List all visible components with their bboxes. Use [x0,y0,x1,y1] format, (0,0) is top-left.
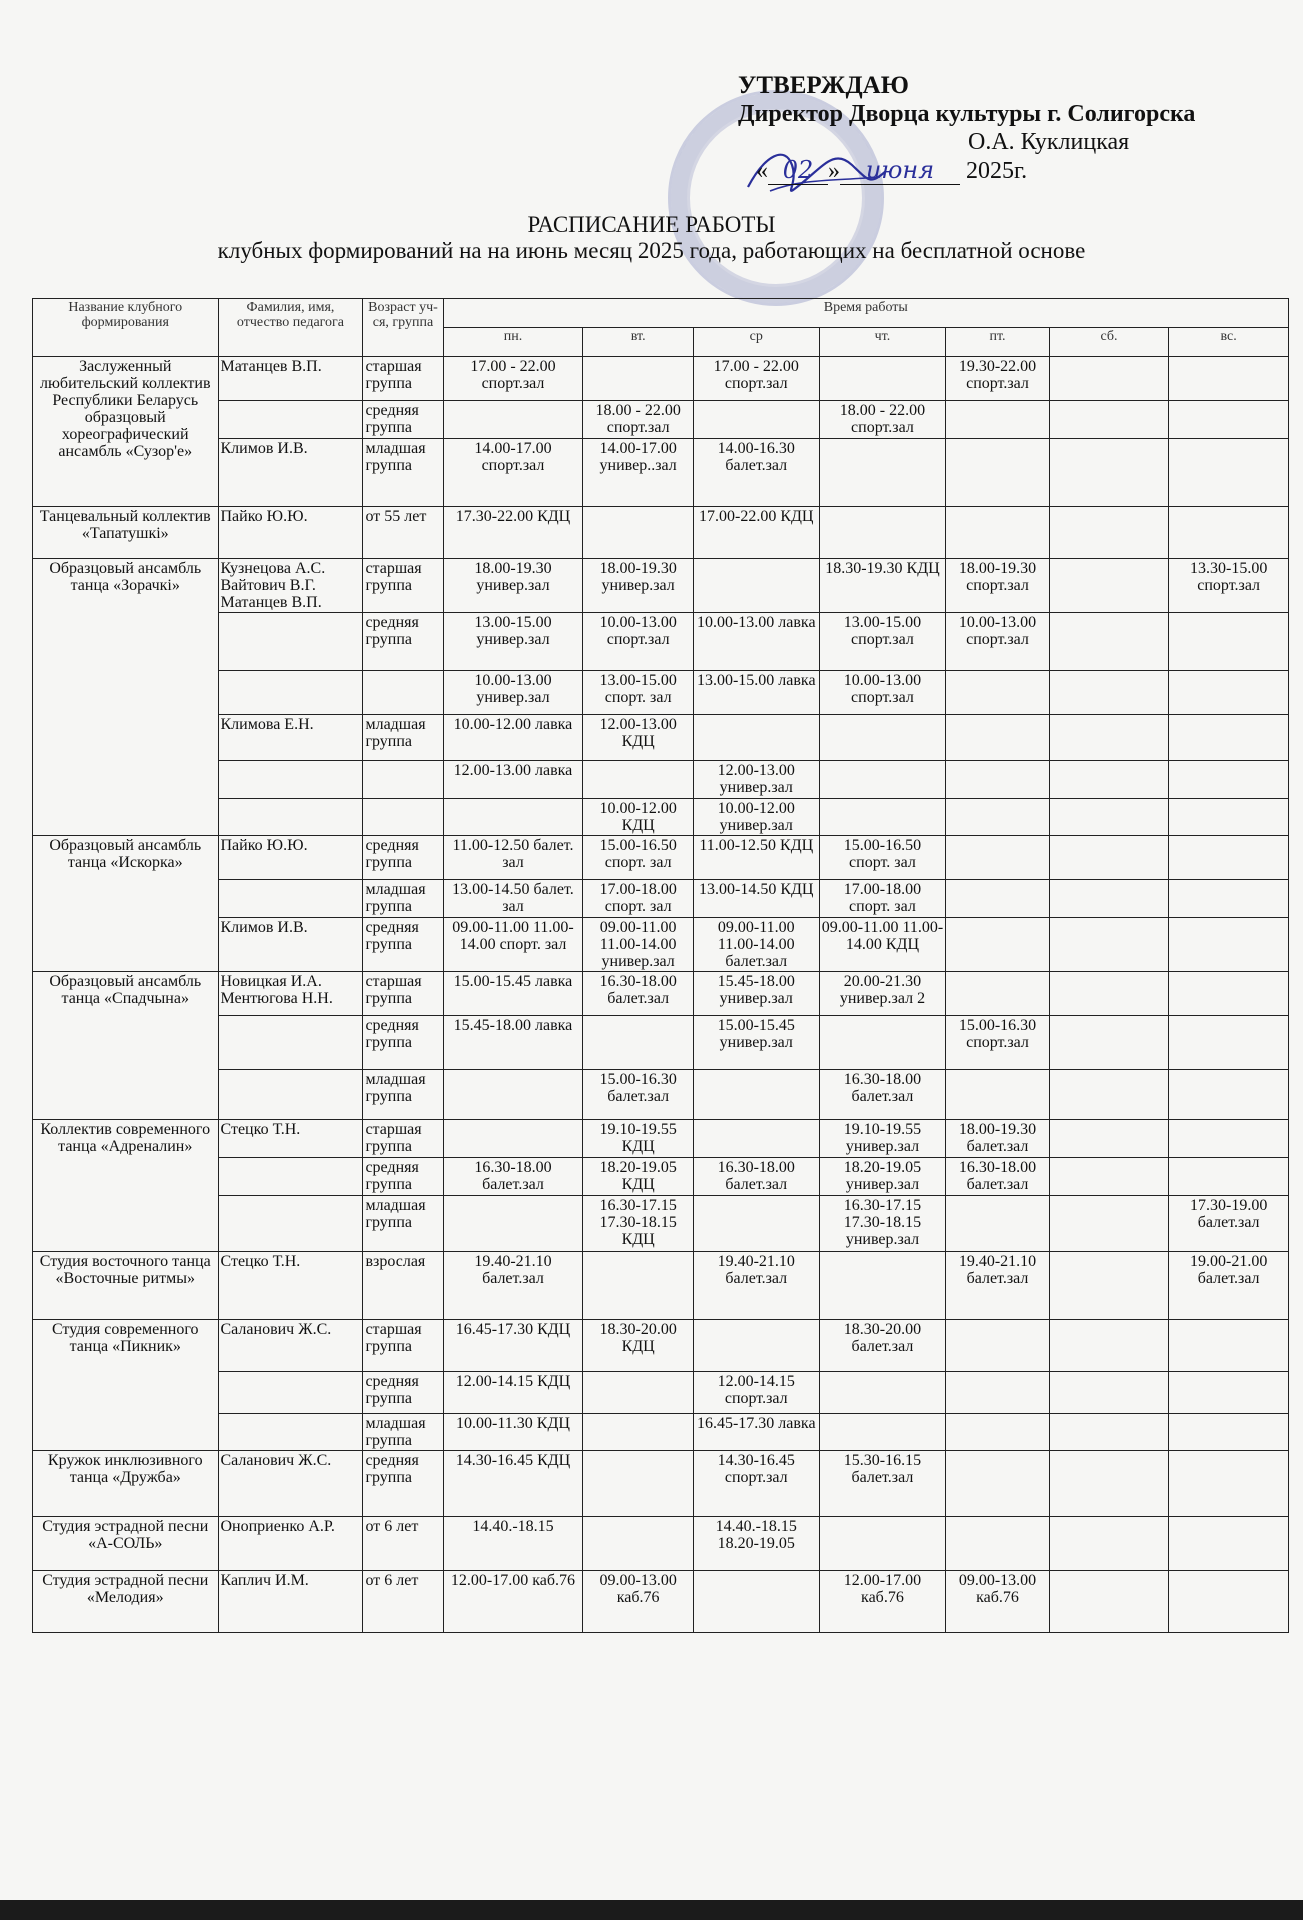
time-cell-sun [1169,715,1289,761]
time-cell-sat [1049,1414,1169,1451]
time-cell-fri: 09.00-13.00 каб.76 [946,1571,1049,1633]
time-cell-mon [443,1196,583,1252]
time-cell-fri: 18.00-19.30 спорт.зал [946,559,1049,613]
time-cell-thu: 17.00-18.00 спорт. зал [819,880,946,918]
table-row [33,439,1289,507]
age-group-cell [363,671,443,715]
time-cell-tue: 12.00-13.00 КДЦ [583,715,693,761]
teacher-cell [218,1016,363,1070]
time-cell-thu: 16.30-18.00 балет.зал [819,1070,946,1120]
time-cell-sun [1169,1158,1289,1196]
age-group-cell: старшая группа [363,1120,443,1158]
table-row [33,972,1289,1016]
time-cell-mon: 10.00-13.00 универ.зал [443,671,583,715]
date-close-quote: » [828,158,840,184]
time-cell-fri [946,1414,1049,1451]
time-cell-fri [946,715,1049,761]
time-cell-wed [693,559,819,613]
time-cell-sat [1049,401,1169,439]
time-cell-sun [1169,1016,1289,1070]
time-cell-mon [443,401,583,439]
time-cell-mon: 14.40.-18.15 [443,1517,583,1571]
title-line-1: РАСПИСАНИЕ РАБОТЫ [527,212,776,237]
time-cell-sun [1169,836,1289,880]
time-cell-fri: 19.40-21.10 балет.зал [946,1252,1049,1320]
time-cell-thu: 15.30-16.15 балет.зал [819,1451,946,1517]
teacher-cell: Матанцев В.П. [218,357,363,401]
teacher-cell: Саланович Ж.С. [218,1320,363,1372]
time-cell-wed: 14.30-16.45 спорт.зал [693,1451,819,1517]
group-name: Студия эстрадной песни «А-СОЛЬ» [33,1517,219,1571]
approval-block [738,72,1195,185]
time-cell-tue: 10.00-13.00 спорт.зал [583,613,693,671]
group-name: Заслуженный любительский коллектив Республики Беларусь образцовый хореографический ансамбль «Сузор'е» [33,357,219,507]
time-cell-tue [583,1252,693,1320]
date-day: 02 [768,156,828,185]
time-cell-sat [1049,1158,1169,1196]
time-cell-tue: 17.00-18.00 спорт. зал [583,880,693,918]
time-cell-mon: 10.00-11.30 КДЦ [443,1414,583,1451]
teacher-cell: Климов И.В. [218,918,363,972]
table-row [33,1196,1289,1252]
time-cell-tue [583,507,693,559]
time-cell-mon: 13.00-14.50 балет. зал [443,880,583,918]
time-cell-wed [693,1120,819,1158]
time-cell-sat [1049,918,1169,972]
teacher-cell [218,1158,363,1196]
time-cell-fri [946,1196,1049,1252]
table-row [33,836,1289,880]
header-day-sun: вс. [1169,328,1289,357]
time-cell-wed: 14.00-16.30 балет.зал [693,439,819,507]
time-cell-fri [946,1517,1049,1571]
time-cell-mon [443,1070,583,1120]
time-cell-fri [946,1320,1049,1372]
time-cell-sun [1169,1320,1289,1372]
table-row [33,761,1289,799]
group-name: Образцовый ансамбль танца «Искорка» [33,836,219,972]
date-open-quote: « [756,158,768,184]
time-cell-tue: 16.30-17.15 17.30-18.15 КДЦ [583,1196,693,1252]
age-group-cell: младшая группа [363,1070,443,1120]
age-group-cell: от 6 лет [363,1517,443,1571]
time-cell-sat [1049,357,1169,401]
teacher-cell [218,1196,363,1252]
time-cell-mon: 14.00-17.00 спорт.зал [443,439,583,507]
table-row [33,880,1289,918]
time-cell-mon: 17.00 - 22.00 спорт.зал [443,357,583,401]
time-cell-sat [1049,559,1169,613]
time-cell-sat [1049,799,1169,836]
time-cell-sun [1169,507,1289,559]
time-cell-thu [819,1372,946,1414]
time-cell-sat [1049,880,1169,918]
age-group-cell: средняя группа [363,1016,443,1070]
time-cell-sun [1169,1070,1289,1120]
time-cell-mon: 14.30-16.45 КДЦ [443,1451,583,1517]
table-row [33,559,1289,613]
table-row [33,1158,1289,1196]
time-cell-tue [583,357,693,401]
time-cell-mon: 12.00-13.00 лавка [443,761,583,799]
time-cell-thu: 12.00-17.00 каб.76 [819,1571,946,1633]
table-row [33,918,1289,972]
group-name: Коллектив современного танца «Адреналин» [33,1120,219,1252]
time-cell-thu [819,1414,946,1451]
time-cell-fri [946,1372,1049,1414]
time-cell-wed: 09.00-11.00 11.00-14.00 балет.зал [693,918,819,972]
time-cell-mon: 11.00-12.50 балет. зал [443,836,583,880]
table-row [33,357,1289,401]
time-cell-mon: 09.00-11.00 11.00-14.00 спорт. зал [443,918,583,972]
time-cell-thu [819,1252,946,1320]
time-cell-thu [819,761,946,799]
time-cell-sat [1049,972,1169,1016]
teacher-cell: Саланович Ж.С. [218,1451,363,1517]
time-cell-wed [693,401,819,439]
time-cell-fri [946,836,1049,880]
time-cell-thu: 10.00-13.00 спорт.зал [819,671,946,715]
time-cell-mon: 18.00-19.30 универ.зал [443,559,583,613]
time-cell-sun [1169,1571,1289,1633]
table-row [33,1120,1289,1158]
table-row [33,613,1289,671]
approval-title: УТВЕРЖДАЮ [738,72,909,99]
time-cell-tue: 18.20-19.05 КДЦ [583,1158,693,1196]
time-cell-tue: 15.00-16.50 спорт. зал [583,836,693,880]
age-group-cell: старшая группа [363,357,443,401]
schedule-table [32,298,1289,1633]
time-cell-thu [819,799,946,836]
time-cell-sun: 19.00-21.00 балет.зал [1169,1252,1289,1320]
time-cell-wed: 11.00-12.50 КДЦ [693,836,819,880]
group-name: Студия современного танца «Пикник» [33,1320,219,1451]
time-cell-mon: 15.45-18.00 лавка [443,1016,583,1070]
time-cell-sat [1049,1070,1169,1120]
time-cell-sun [1169,1120,1289,1158]
time-cell-mon [443,799,583,836]
time-cell-wed: 16.30-18.00 балет.зал [693,1158,819,1196]
time-cell-tue: 18.30-20.00 КДЦ [583,1320,693,1372]
header-day-fri: пт. [946,328,1049,357]
teacher-cell [218,1372,363,1414]
teacher-cell [218,880,363,918]
time-cell-sun [1169,1517,1289,1571]
age-group-cell: взрослая [363,1252,443,1320]
time-cell-sat [1049,761,1169,799]
time-cell-sat [1049,1571,1169,1633]
group-name: Образцовый ансамбль танца «Зорачкі» [33,559,219,836]
age-group-cell: средняя группа [363,918,443,972]
age-group-cell: средняя группа [363,1451,443,1517]
time-cell-wed [693,715,819,761]
time-cell-sat [1049,507,1169,559]
age-group-cell: младшая группа [363,1196,443,1252]
time-cell-thu: 18.00 - 22.00 спорт.зал [819,401,946,439]
teacher-cell [218,1414,363,1451]
time-cell-sun: 13.30-15.00 спорт.зал [1169,559,1289,613]
teacher-cell [218,671,363,715]
time-cell-tue: 13.00-15.00 спорт. зал [583,671,693,715]
time-cell-mon: 12.00-17.00 каб.76 [443,1571,583,1633]
time-cell-tue: 14.00-17.00 универ..зал [583,439,693,507]
time-cell-fri [946,761,1049,799]
time-cell-sun [1169,401,1289,439]
time-cell-sat [1049,671,1169,715]
time-cell-mon: 13.00-15.00 универ.зал [443,613,583,671]
time-cell-sun [1169,880,1289,918]
time-cell-wed: 13.00-15.00 лавка [693,671,819,715]
time-cell-sat [1049,1252,1169,1320]
header-time: Время работы [443,299,1288,328]
time-cell-thu: 16.30-17.15 17.30-18.15 универ.зал [819,1196,946,1252]
time-cell-sun [1169,1372,1289,1414]
time-cell-wed: 15.00-15.45 универ.зал [693,1016,819,1070]
time-cell-mon: 12.00-14.15 КДЦ [443,1372,583,1414]
time-cell-fri [946,439,1049,507]
time-cell-thu: 18.30-20.00 балет.зал [819,1320,946,1372]
table-row [33,1320,1289,1372]
table-row [33,1016,1289,1070]
time-cell-fri: 10.00-13.00 спорт.зал [946,613,1049,671]
table-row [33,671,1289,715]
time-cell-wed [693,1196,819,1252]
time-cell-tue: 18.00-19.30 универ.зал [583,559,693,613]
group-name: Студия эстрадной песни «Мелодия» [33,1571,219,1633]
approval-date [738,156,1195,185]
time-cell-wed: 10.00-13.00 лавка [693,613,819,671]
time-cell-thu: 18.30-19.30 КДЦ [819,559,946,613]
time-cell-thu: 19.10-19.55 универ.зал [819,1120,946,1158]
time-cell-fri [946,401,1049,439]
time-cell-thu: 09.00-11.00 11.00-14.00 КДЦ [819,918,946,972]
time-cell-thu: 20.00-21.30 универ.зал 2 [819,972,946,1016]
header-day-tue: вт. [583,328,693,357]
time-cell-mon: 10.00-12.00 лавка [443,715,583,761]
time-cell-fri [946,1070,1049,1120]
time-cell-tue [583,1414,693,1451]
age-group-cell: средняя группа [363,1158,443,1196]
time-cell-fri [946,507,1049,559]
time-cell-sat [1049,1196,1169,1252]
teacher-cell [218,761,363,799]
time-cell-fri [946,880,1049,918]
age-group-cell: младшая группа [363,880,443,918]
table-row [33,1372,1289,1414]
time-cell-thu [819,357,946,401]
teacher-cell: Климов И.В. [218,439,363,507]
time-cell-fri [946,972,1049,1016]
time-cell-sun [1169,357,1289,401]
age-group-cell: младшая группа [363,439,443,507]
schedule-body [33,357,1289,1633]
age-group-cell: от 55 лет [363,507,443,559]
time-cell-wed: 17.00 - 22.00 спорт.зал [693,357,819,401]
time-cell-thu: 13.00-15.00 спорт.зал [819,613,946,671]
time-cell-thu [819,507,946,559]
teacher-cell: Стецко Т.Н. [218,1252,363,1320]
header-day-mon: пн. [443,328,583,357]
time-cell-fri: 16.30-18.00 балет.зал [946,1158,1049,1196]
header-day-sat: сб. [1049,328,1169,357]
teacher-cell [218,1070,363,1120]
teacher-cell: Оноприенко А.Р. [218,1517,363,1571]
time-cell-sat [1049,1451,1169,1517]
time-cell-tue: 19.10-19.55 КДЦ [583,1120,693,1158]
table-row [33,1451,1289,1517]
time-cell-thu [819,1016,946,1070]
header-name: Название клубного формирования [33,299,219,357]
time-cell-sun [1169,439,1289,507]
time-cell-fri [946,799,1049,836]
time-cell-wed: 17.00-22.00 КДЦ [693,507,819,559]
time-cell-sat [1049,1016,1169,1070]
time-cell-sun: 17.30-19.00 балет.зал [1169,1196,1289,1252]
time-cell-sat [1049,1517,1169,1571]
time-cell-tue: 10.00-12.00 КДЦ [583,799,693,836]
group-name: Студия восточного танца «Восточные ритмы» [33,1252,219,1320]
teacher-cell: Каплич И.М. [218,1571,363,1633]
age-group-cell: младшая группа [363,1414,443,1451]
time-cell-sun [1169,761,1289,799]
age-group-cell: средняя группа [363,1372,443,1414]
time-cell-sat [1049,1320,1169,1372]
approval-position: Директор Дворца культуры г. Солигорска [738,101,1196,127]
header-age: Возраст уч-ся, группа [363,299,443,357]
title-line-2: клубных формирований на на июнь месяц 2025 года, работающих на бесплатной основе [217,238,1086,263]
group-name: Танцевальный коллектив «Тапатушкі» [33,507,219,559]
time-cell-sun [1169,671,1289,715]
teacher-cell [218,799,363,836]
table-row [33,1414,1289,1451]
time-cell-wed: 14.40.-18.15 18.20-19.05 [693,1517,819,1571]
time-cell-fri [946,918,1049,972]
table-row [33,715,1289,761]
time-cell-fri [946,671,1049,715]
time-cell-sat [1049,1372,1169,1414]
document-title [0,212,1303,264]
table-row [33,507,1289,559]
time-cell-thu [819,439,946,507]
time-cell-wed [693,1571,819,1633]
teacher-cell [218,613,363,671]
time-cell-sun [1169,613,1289,671]
time-cell-wed: 16.45-17.30 лавка [693,1414,819,1451]
time-cell-mon: 16.45-17.30 КДЦ [443,1320,583,1372]
approval-director-name: О.А. Куклицкая [968,129,1130,155]
time-cell-tue: 09.00-13.00 каб.76 [583,1571,693,1633]
age-group-cell: старшая группа [363,559,443,613]
teacher-cell: Кузнецова А.С. Вайтович В.Г. Матанцев В.П. [218,559,363,613]
time-cell-fri: 19.30-22.00 спорт.зал [946,357,1049,401]
time-cell-sat [1049,1120,1169,1158]
time-cell-tue [583,1451,693,1517]
table-row [33,401,1289,439]
time-cell-tue: 15.00-16.30 балет.зал [583,1070,693,1120]
time-cell-mon: 17.30-22.00 КДЦ [443,507,583,559]
time-cell-sat [1049,613,1169,671]
date-month: июня [840,156,960,185]
time-cell-fri [946,1451,1049,1517]
time-cell-mon: 15.00-15.45 лавка [443,972,583,1016]
teacher-cell: Стецко Т.Н. [218,1120,363,1158]
age-group-cell: младшая группа [363,715,443,761]
time-cell-thu: 15.00-16.50 спорт. зал [819,836,946,880]
table-row [33,1517,1289,1571]
time-cell-mon: 16.30-18.00 балет.зал [443,1158,583,1196]
age-group-cell [363,799,443,836]
time-cell-sat [1049,439,1169,507]
time-cell-thu: 18.20-19.05 универ.зал [819,1158,946,1196]
time-cell-thu [819,1517,946,1571]
time-cell-fri: 15.00-16.30 спорт.зал [946,1016,1049,1070]
table-row [33,1571,1289,1633]
table-row [33,1070,1289,1120]
header-day-thu: чт. [819,328,946,357]
teacher-cell [218,401,363,439]
date-year: 2025г. [966,158,1028,184]
time-cell-thu [819,715,946,761]
time-cell-wed: 15.45-18.00 универ.зал [693,972,819,1016]
time-cell-tue: 16.30-18.00 балет.зал [583,972,693,1016]
age-group-cell [363,761,443,799]
time-cell-sun [1169,1451,1289,1517]
time-cell-wed: 10.00-12.00 универ.зал [693,799,819,836]
age-group-cell: средняя группа [363,836,443,880]
time-cell-tue [583,1517,693,1571]
time-cell-mon: 19.40-21.10 балет.зал [443,1252,583,1320]
group-name: Кружок инклюзивного танца «Дружба» [33,1451,219,1517]
teacher-cell: Пайко Ю.Ю. [218,507,363,559]
header-day-wed: ср [693,328,819,357]
teacher-cell: Новицкая И.А. Ментюгова Н.Н. [218,972,363,1016]
time-cell-sat [1049,836,1169,880]
time-cell-tue [583,1372,693,1414]
time-cell-wed: 13.00-14.50 КДЦ [693,880,819,918]
teacher-cell: Климова Е.Н. [218,715,363,761]
time-cell-wed: 12.00-13.00 универ.зал [693,761,819,799]
age-group-cell: старшая группа [363,1320,443,1372]
time-cell-sun [1169,972,1289,1016]
age-group-cell: от 6 лет [363,1571,443,1633]
time-cell-tue: 18.00 - 22.00 спорт.зал [583,401,693,439]
time-cell-sun [1169,799,1289,836]
table-row [33,799,1289,836]
time-cell-wed [693,1320,819,1372]
table-row [33,1252,1289,1320]
time-cell-wed: 12.00-14.15 спорт.зал [693,1372,819,1414]
time-cell-sun [1169,918,1289,972]
time-cell-tue [583,1016,693,1070]
time-cell-fri: 18.00-19.30 балет.зал [946,1120,1049,1158]
age-group-cell: средняя группа [363,401,443,439]
time-cell-tue: 09.00-11.00 11.00-14.00 универ.зал [583,918,693,972]
time-cell-sat [1049,715,1169,761]
header-teacher: Фамилия, имя, отчество педагога [218,299,363,357]
group-name: Образцовый ансамбль танца «Спадчына» [33,972,219,1120]
age-group-cell: старшая группа [363,972,443,1016]
time-cell-sun [1169,1414,1289,1451]
time-cell-mon [443,1120,583,1158]
time-cell-wed [693,1070,819,1120]
teacher-cell: Пайко Ю.Ю. [218,836,363,880]
age-group-cell: средняя группа [363,613,443,671]
time-cell-wed: 19.40-21.10 балет.зал [693,1252,819,1320]
time-cell-tue [583,761,693,799]
